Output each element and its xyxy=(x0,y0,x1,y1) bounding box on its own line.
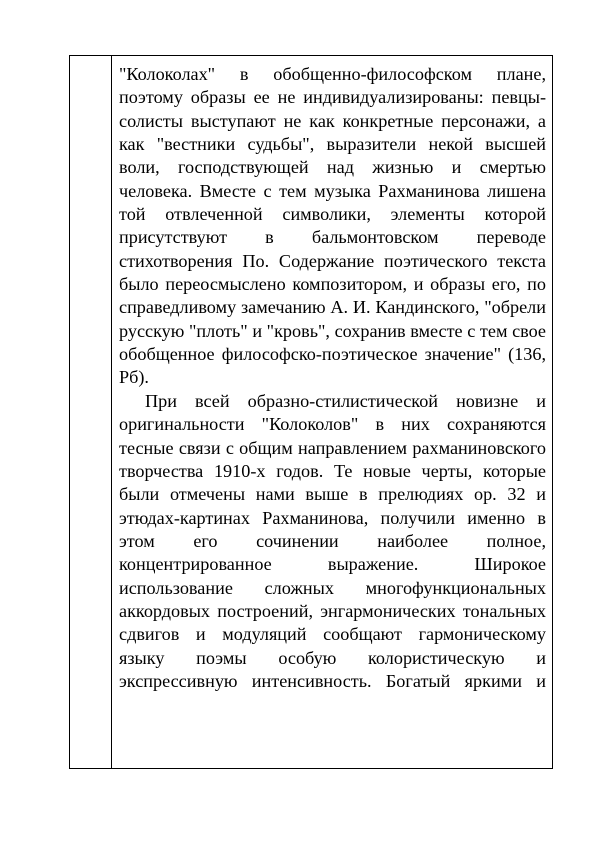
text-cell xyxy=(119,63,546,763)
paragraph-2: При всей образно-стилистической новизне и оригинальности "Колоколов" в них сохраняются тесные связи с общим направлением рахманиновского творчества 1910-х годов. Те новые черты, которые были отмечены нами выше в прелюдиях ор. 32 и этюдах-картинах Рахманинова, получили именно в этом его сочинении наиболее полное, концентрированное выражение. Широкое использование сложных многофункциональных аккордовых построений, энгармонических тональных сдвигов и модуляций сообщают гармоническому языку поэмы особую колористическую и экспрессивную интенсивность. Богатый яркими и xyxy=(119,390,546,691)
paragraph-1: "Колоколах" в обобщенно-философском плане, поэтому образы ее не индивидуализированы: певцы-солисты выступают не как конкретные персонажи, а как "вестники судьбы", выразители некой высшей воли, господствующей над жизнью и смертью человека. Вместе с тем музыка Рахманинова лишена той отвлеченной символики, элементы которой присутствуют в бальмонтовском переводе стихотворения По. Содержание поэтического текста было переосмыслено композитором, и образы его, по справедливому замечанию А. И. Кандинского, "обрели русскую "плоть" и "кровь", сохранив вместе с тем свое обобщенное философско-поэтическое значение" (136, Рб). xyxy=(119,64,546,388)
table-frame xyxy=(69,55,553,769)
column-divider xyxy=(111,56,112,768)
table-left-column xyxy=(70,56,111,768)
